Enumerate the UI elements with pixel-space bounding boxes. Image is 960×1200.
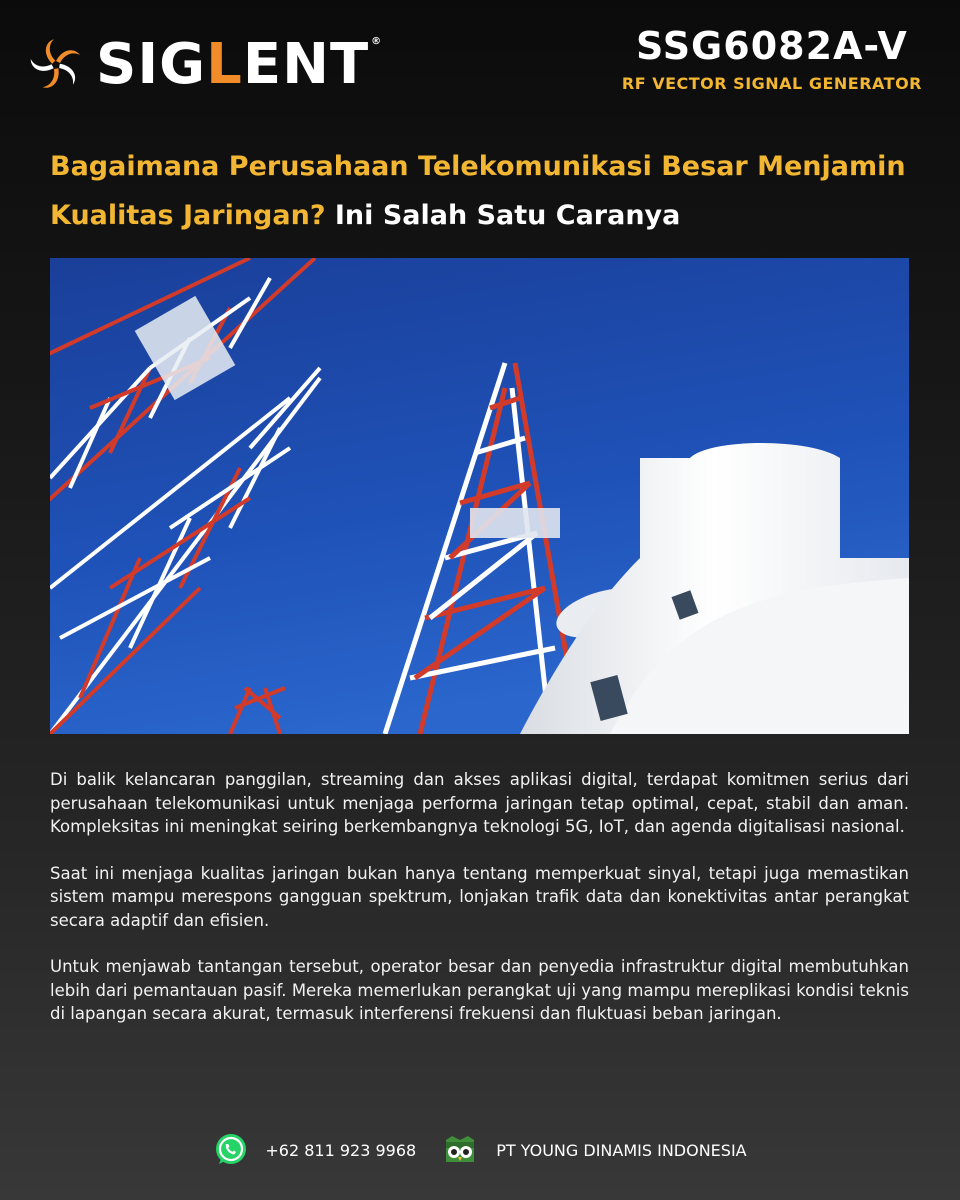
whatsapp-icon [213,1132,249,1168]
headline-highlight: Bagaimana Perusahaan Telekomunikasi Besar Menjamin Kualitas Jaringan? [50,151,906,231]
brand-name-part2: ENT [242,32,370,97]
footer [0,1130,960,1170]
product-subtitle: RF VECTOR SIGNAL GENERATOR [621,73,922,93]
paragraph: Untuk menjawab tantangan tersebut, operator besar dan penyedia infrastruktur digital membutuhkan lebih dari pemantauan pasif. Mereka memerlukan perangkat uji yang mampu mereplikasi kondisi teknis di lapangan secara akurat, termasuk interferensi frekuensi dan fluktuasi beban jaringan. [50,957,909,1023]
headline [50,142,910,240]
company-info [442,1132,746,1168]
paragraph: Saat ini menjaga kualitas jaringan bukan hanya tentang memperkuat sinyal, tetapi juga memastikan sistem mampu merespons gangguan spektrum, lonjakan trafik data dan konektivitas antar perangkat secara adaptif dan efisien. [50,863,909,930]
contact-phone[interactable] [213,1132,442,1168]
telecom-towers-photo [50,258,909,734]
registered-mark: ® [371,36,383,47]
company-name: PT YOUNG DINAMIS INDONESIA [496,1140,747,1160]
phone-number[interactable]: +62 811 923 9968 [265,1140,417,1160]
brand-name-accent: L [206,32,243,97]
brand-wordmark [96,32,383,97]
brand-name-part1: SIG [96,32,207,97]
brand-logo [28,30,382,100]
article-body [50,768,909,1049]
product-model: SSG6082A-V [636,24,908,68]
product-block [622,26,922,93]
owl-logo-icon [442,1132,478,1168]
siglent-swirl-icon [28,37,84,93]
headline-rest: Ini Salah Satu Caranya [334,200,681,231]
paragraph: Di balik kelancaran panggilan, streaming dan akses aplikasi digital, terdapat komitmen serius dari perusahaan telekomunikasi untuk menjaga performa jaringan tetap optimal, cepat, stabil dan aman. Kompleksitas ini meningkat seiring berkembangnya teknologi 5G, IoT, dan agenda digitalisasi nasional. [50,770,909,836]
